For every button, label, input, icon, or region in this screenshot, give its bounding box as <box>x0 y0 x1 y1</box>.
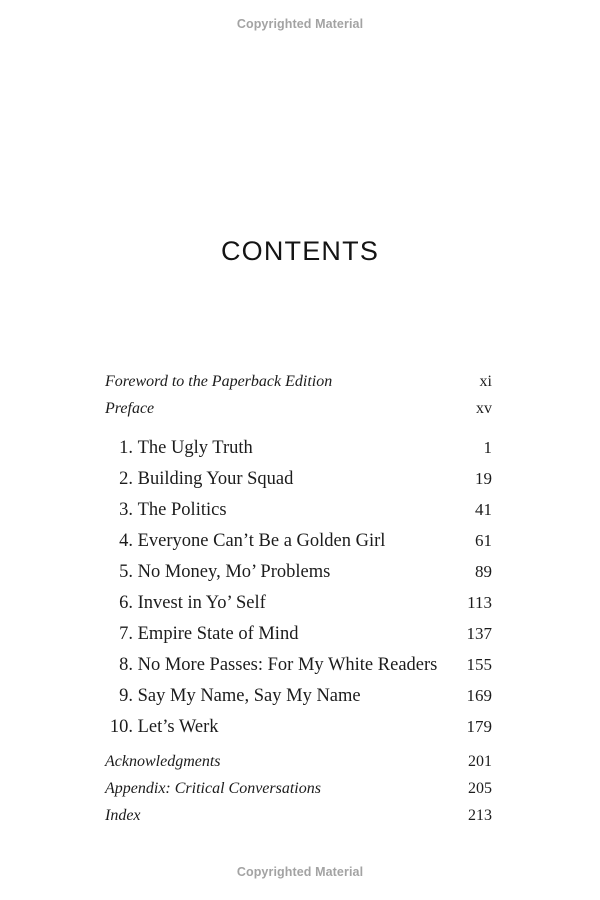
toc-entry-chapter-9[interactable] <box>105 680 492 711</box>
chapter-title: Invest in Yo’ Self <box>137 593 266 613</box>
table-of-contents <box>105 368 492 829</box>
toc-entry-chapter-6[interactable] <box>105 587 492 618</box>
entry-page: 155 <box>466 655 492 674</box>
toc-entry-chapter-3[interactable] <box>105 494 492 525</box>
back-matter-list <box>105 748 492 829</box>
toc-entry-preface[interactable] <box>105 395 492 422</box>
entry-page: xv <box>476 400 492 417</box>
chapter-number: 6. <box>119 593 133 613</box>
chapter-number: 7. <box>119 624 133 644</box>
chapter-number: 3. <box>119 500 133 520</box>
entry-title: Acknowledgments <box>105 753 221 770</box>
chapter-number: 1. <box>119 438 133 458</box>
chapter-number: 4. <box>119 531 133 551</box>
entry-page: 113 <box>467 593 492 612</box>
entry-page: 1 <box>483 438 492 457</box>
chapter-title: Building Your Squad <box>137 469 294 489</box>
entry-page: 213 <box>468 807 492 824</box>
toc-entry-chapter-1[interactable] <box>105 432 492 463</box>
chapter-title: No Money, Mo’ Problems <box>137 562 331 582</box>
chapter-list <box>105 432 492 742</box>
chapter-number: 5. <box>119 562 133 582</box>
toc-entry-index[interactable] <box>105 802 492 829</box>
chapter-number: 2. <box>119 469 133 489</box>
chapter-number: 9. <box>119 686 133 706</box>
entry-title: Foreword to the Paperback Edition <box>105 373 333 390</box>
chapter-number: 8. <box>119 655 133 675</box>
entry-title: Preface <box>105 400 155 417</box>
entry-title: Appendix: Critical Conversations <box>105 780 321 797</box>
toc-entry-appendix[interactable] <box>105 775 492 802</box>
chapter-title: Let’s Werk <box>137 717 219 737</box>
entry-page: xi <box>479 373 492 390</box>
toc-entry-chapter-5[interactable] <box>105 556 492 587</box>
entry-page: 61 <box>475 531 492 550</box>
chapter-title: The Politics <box>137 500 227 520</box>
watermark-bottom: Copyrighted Material <box>236 865 364 879</box>
toc-entry-acknowledgments[interactable] <box>105 748 492 775</box>
front-matter-list <box>105 368 492 422</box>
entry-page: 137 <box>466 624 492 643</box>
chapter-number: 10. <box>109 717 133 737</box>
toc-entry-chapter-2[interactable] <box>105 463 492 494</box>
entry-page: 179 <box>466 717 492 736</box>
toc-entry-chapter-10[interactable] <box>105 711 492 742</box>
chapter-title: Say My Name, Say My Name <box>137 686 361 706</box>
entry-page: 205 <box>468 780 492 797</box>
chapter-title: The Ugly Truth <box>137 438 253 458</box>
entry-page: 89 <box>475 562 492 581</box>
toc-entry-foreword[interactable] <box>105 368 492 395</box>
chapter-title: No More Passes: For My White Readers <box>137 655 438 675</box>
toc-entry-chapter-8[interactable] <box>105 649 492 680</box>
entry-page: 19 <box>475 469 492 488</box>
entry-page: 41 <box>475 500 492 519</box>
entry-page: 169 <box>466 686 492 705</box>
toc-entry-chapter-4[interactable] <box>105 525 492 556</box>
watermark-top: Copyrighted Material <box>236 17 364 31</box>
chapter-title: Empire State of Mind <box>137 624 299 644</box>
toc-entry-chapter-7[interactable] <box>105 618 492 649</box>
entry-page: 201 <box>468 753 492 770</box>
entry-title: Index <box>105 807 141 824</box>
page-title: CONTENTS <box>220 236 380 266</box>
chapter-title: Everyone Can’t Be a Golden Girl <box>137 531 386 551</box>
